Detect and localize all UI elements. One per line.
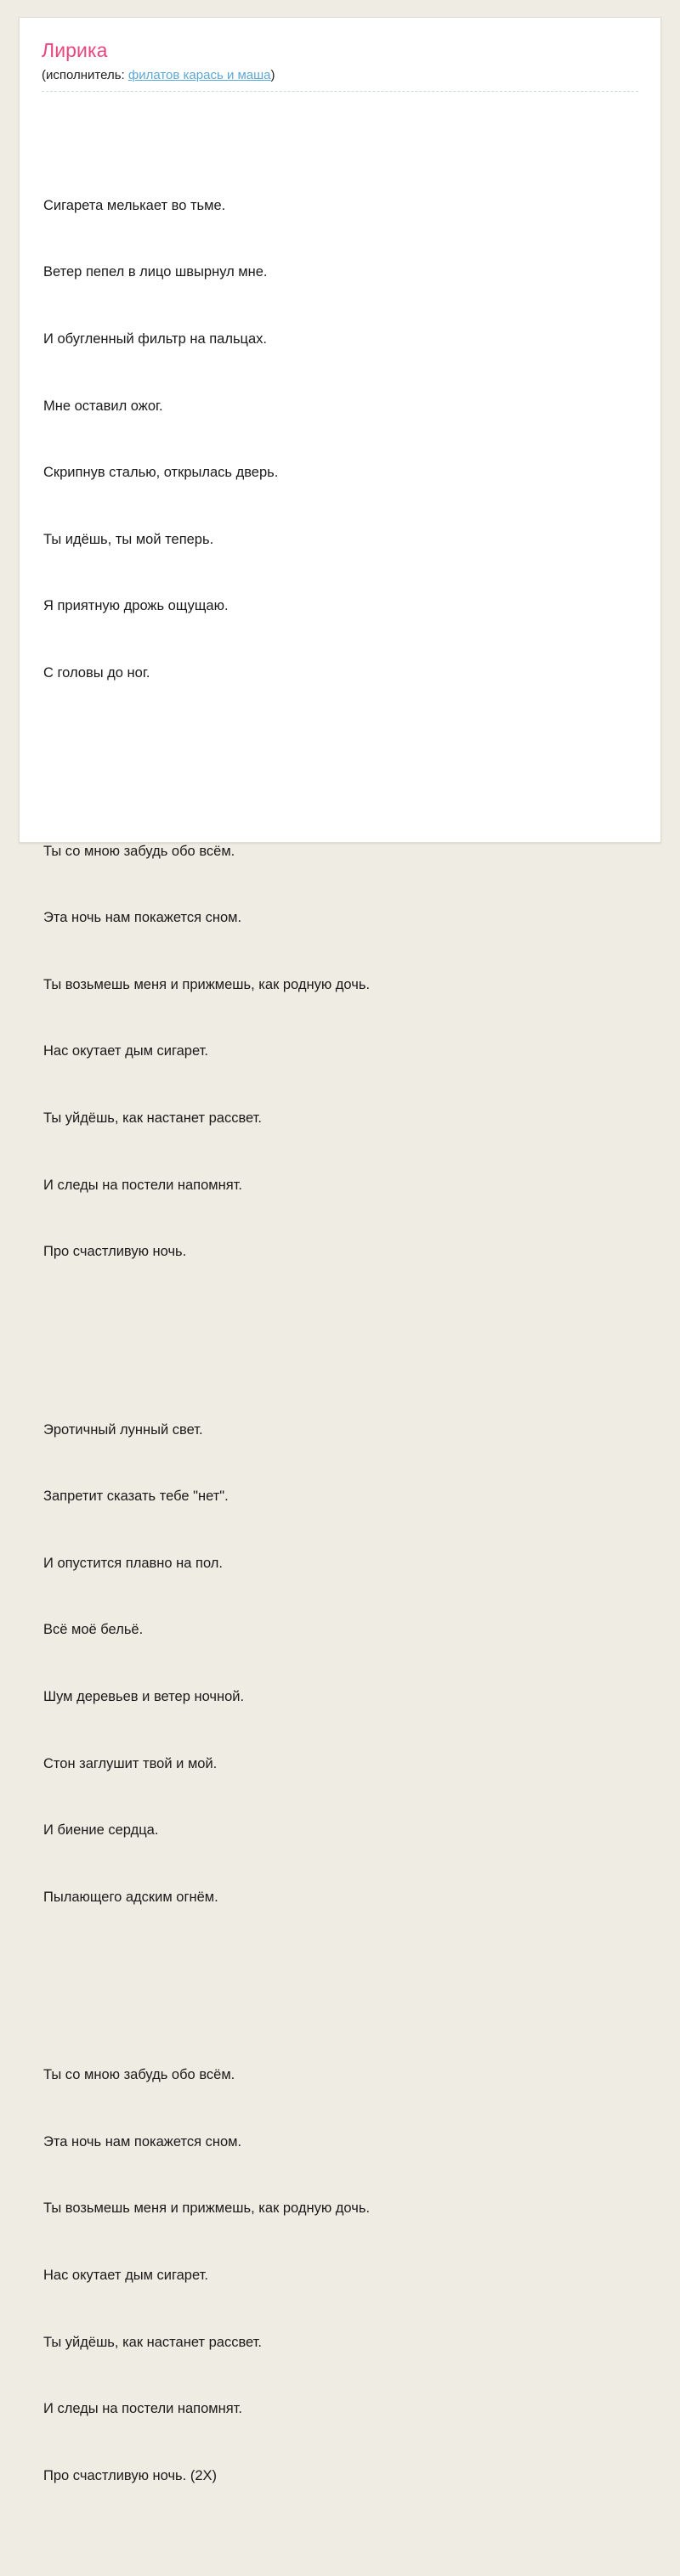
lyrics-line: Мне оставил ожог.: [43, 398, 163, 414]
lyrics-line: Ты со мною забудь обо всём.: [43, 843, 235, 859]
artist-line: [42, 67, 638, 92]
lyrics-stanza: [43, 150, 638, 728]
lyrics-line: Нас окутает дым сигарет.: [43, 2268, 208, 2284]
lyrics-line: Сигарета мелькает во тьме.: [43, 197, 226, 213]
artist-prefix-label: (исполнитель:: [42, 68, 128, 82]
lyrics-line: Про счастливую ночь.: [43, 1244, 187, 1260]
lyrics-stanza: [43, 795, 638, 1308]
lyrics-line: Ты возьмешь меня и прижмешь, как родную дочь.: [43, 976, 371, 992]
lyrics-line: Нас окутает дым сигарет.: [43, 1043, 208, 1059]
lyrics-sheet: [19, 17, 661, 2483]
lyrics-stanza: [43, 1374, 638, 1952]
lyrics-line: Скрипнув сталью, открылась дверь.: [43, 465, 279, 481]
lyrics-line: Шум деревьев и ветер ночной.: [43, 1689, 245, 1705]
lyrics-line: Я приятную дрожь ощущаю.: [43, 598, 229, 614]
lyrics-line: Эта ночь нам покажется сном.: [43, 910, 242, 926]
lyrics-line: Ты уйдёшь, как настанет рассвет.: [43, 1110, 262, 1126]
lyrics-line: Запретит сказать тебе "нет".: [43, 1489, 229, 1505]
lyrics-line: И биение сердца.: [43, 1822, 159, 1839]
lyrics-line: Эта ночь нам покажется сном.: [43, 2133, 242, 2149]
lyrics-body: [42, 105, 638, 2576]
page-title: Лирика: [42, 39, 108, 61]
lyrics-line: Ты со мною забудь обо всём.: [43, 2067, 235, 2083]
lyrics-line: Ты идёшь, ты мой теперь.: [43, 531, 214, 547]
lyrics-line: Стон заглушит твой и мой.: [43, 1755, 218, 1771]
lyrics-line: Про счастливую ночь. (2X): [43, 2467, 217, 2483]
lyrics-line: Ты возьмешь меня и прижмешь, как родную дочь.: [43, 2200, 371, 2217]
lyrics-stanza: [43, 2020, 638, 2532]
lyrics-line: Эротичный лунный свет.: [43, 1421, 203, 1438]
artist-link[interactable]: филатов карась и маша: [128, 68, 271, 82]
lyrics-line: Ты уйдёшь, как настанет рассвет.: [43, 2334, 262, 2350]
lyrics-line: И обугленный фильтр на пальцах.: [43, 331, 268, 347]
lyrics-line: Ветер пепел в лицо швырнул мне.: [43, 264, 268, 280]
lyrics-line: С головы до ног.: [43, 665, 150, 681]
lyrics-line: И следы на постели напомнят.: [43, 1177, 242, 1193]
lyrics-line: Пылающего адским огнём.: [43, 1889, 218, 1905]
lyrics-line: И следы на постели напомнят.: [43, 2401, 242, 2417]
lyrics-line: И опустится плавно на пол.: [43, 1555, 223, 1571]
artist-suffix-label: ): [270, 68, 275, 82]
lyrics-line: Всё моё бельё.: [43, 1622, 144, 1638]
